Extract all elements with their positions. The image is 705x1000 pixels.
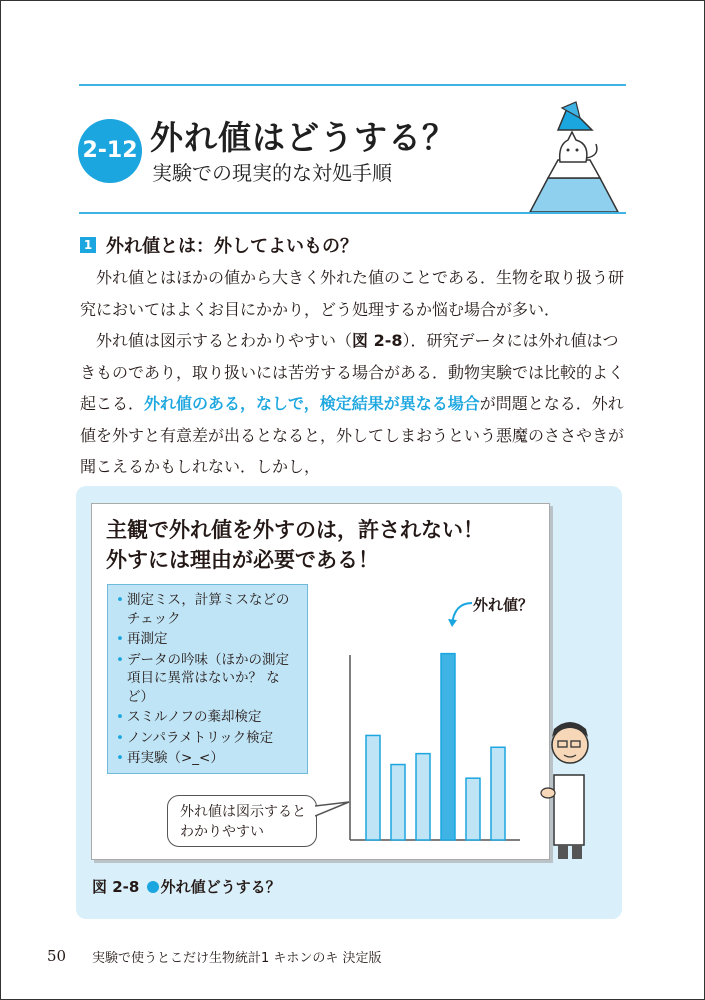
bar-3 bbox=[416, 754, 430, 840]
paragraph-2 bbox=[80, 325, 627, 483]
header-top-rule bbox=[79, 84, 626, 86]
checklist-box bbox=[107, 584, 308, 774]
bar-2 bbox=[391, 765, 405, 840]
header-bottom-rule bbox=[79, 212, 626, 214]
paragraph-2-text-a: 外れ値は図示するとわかりやすい（ bbox=[96, 331, 353, 350]
page-title: 外れ値はどうする？ bbox=[150, 118, 456, 157]
bar-1 bbox=[366, 735, 380, 840]
outlier-label: 外れ値？ bbox=[473, 596, 534, 614]
subsection-number: 1 bbox=[80, 237, 96, 253]
figure-headline-line-1: 主観で外れ値を外すのは，許されない！ bbox=[106, 518, 484, 542]
speech-bubble bbox=[167, 795, 317, 847]
bubble-tail bbox=[315, 800, 351, 820]
subsection-title: 外れ値とは：外してよいもの？ bbox=[106, 236, 358, 257]
list-item: • ノンパラメトリック検定 bbox=[116, 729, 299, 748]
figure-reference: 図 2-8 bbox=[352, 331, 403, 350]
mouse-pyramid-illustration bbox=[520, 100, 628, 215]
scientist-illustration bbox=[540, 715, 590, 865]
list-item: • 再実験（>_<） bbox=[116, 749, 299, 768]
outlier-arrow-icon bbox=[448, 595, 476, 629]
bubble-line-2: わかりやすい bbox=[180, 824, 264, 840]
paragraph-1: 外れ値とはほかの値から大きく外れた値のことである．生物を取り扱う研究においてはよくお目にかかり，どう処理するか悩む場合が多い． bbox=[80, 268, 625, 319]
page-subtitle: 実験での現実的な対処手順 bbox=[152, 161, 392, 185]
paragraph-2-text-b: ）．研究データには外れ値はつきものであり，取り扱いには苦労する場合がある．動物実験では比較的よく起こる． bbox=[80, 331, 625, 413]
figure-headline bbox=[106, 515, 484, 575]
list-item: • データの吟味（ほかの測定項目に異常はないか？ など） bbox=[116, 651, 299, 707]
highlighted-phrase: 外れ値のある，なしで，検定結果が異なる場合 bbox=[144, 394, 480, 413]
book-title: 実験で使うとこだけ生物統計1 キホンのキ 決定版 bbox=[92, 951, 382, 966]
section-number-badge: 2-12 bbox=[78, 119, 142, 183]
checklist bbox=[108, 585, 307, 768]
paragraph-2-text-c: が問題となる．外れ値を外すと有意差が出るとなると，外してしまおうという悪魔のささやきが聞こえるかもしれない．しかし， bbox=[80, 394, 625, 476]
page-number: 50 bbox=[47, 947, 67, 965]
figure-headline-line-2: 外すには理由が必要である！ bbox=[106, 548, 379, 572]
bar-chart bbox=[340, 625, 520, 845]
list-item: • 再測定 bbox=[116, 630, 299, 649]
bar-5 bbox=[466, 778, 480, 840]
list-item: • 測定ミス，計算ミスなどのチェック bbox=[116, 591, 299, 628]
caption-text: 外れ値どうする？ bbox=[160, 878, 281, 896]
caption-prefix: 図 2-8 bbox=[92, 878, 140, 896]
list-item: • スミルノフの棄却検定 bbox=[116, 708, 299, 727]
bar-6 bbox=[491, 747, 505, 840]
bar-4 bbox=[441, 654, 455, 840]
body-text bbox=[80, 262, 627, 483]
bubble-line-1: 外れ値は図示すると bbox=[180, 804, 306, 820]
figure-caption bbox=[92, 876, 281, 897]
caption-bullet-icon bbox=[147, 881, 159, 893]
